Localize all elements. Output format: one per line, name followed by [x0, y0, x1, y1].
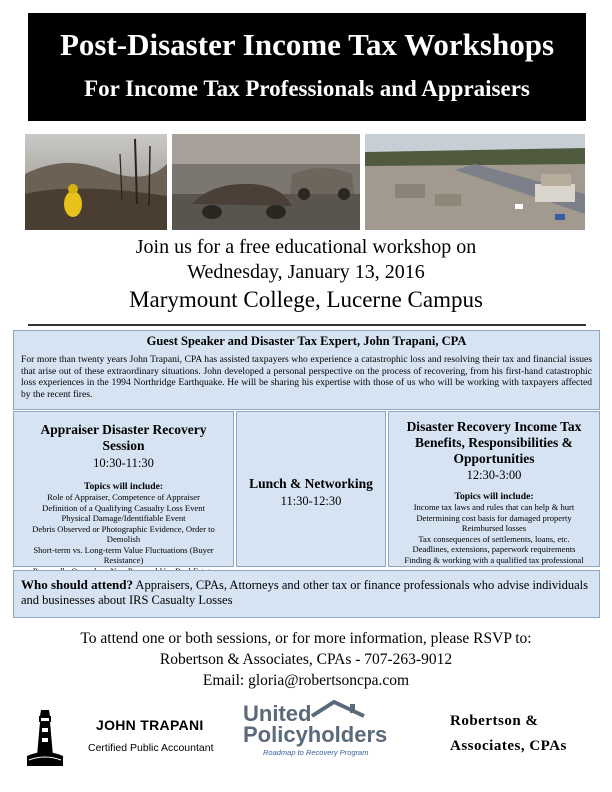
rsvp-instructions: To attend one or both sessions, or for more information, please RSVP to:	[80, 630, 532, 647]
audience-panel	[13, 570, 600, 618]
recovery-session-title	[389, 419, 599, 467]
topic-item: Short-term vs. Long-term Value Fluctuations (Buyer Resistance)	[33, 544, 214, 565]
topic-item: Physical Damage/Identifiable Event	[61, 513, 186, 523]
ra-name-line2: Associates, CPAs	[450, 738, 567, 754]
rsvp-contact-phone: Robertson & Associates, CPAs - 707-263-9012	[159, 651, 453, 668]
destroyed-neighborhood-photo	[365, 134, 585, 230]
topic-item: Role of Appraiser, Competence of Appraiser	[47, 492, 200, 502]
audience-lead: Who should attend?	[21, 577, 133, 592]
lunch-title: Lunch & Networking	[249, 476, 373, 491]
burned-cars-photo	[172, 134, 360, 230]
topic-item: Determining cost basis for damaged property	[416, 512, 572, 523]
divider	[28, 324, 586, 326]
guest-speaker-heading: Guest Speaker and Disaster Tax Expert, John Trapani, CPA	[146, 334, 467, 348]
page-title: Post-Disaster Income Tax Workshops	[59, 27, 555, 62]
rsvp-email[interactable]: Email: gloria@robertsoncpa.com	[202, 672, 410, 689]
ra-name-line1: Robertson &	[450, 713, 539, 729]
guest-speaker-bio: For more than twenty years John Trapani, CPA has assisted taxpayers who experience a catastrophic loss and resolving their tax and financial issues that arise out of these extraordinary situations. John developed a personal perspective on the process of recovering, from his first-hand catastrophic loss experiences in the 1994 Northridge Earthquake. He will be sharing his expertise with those of us who will be working with taxpayers affected by the recent fires.	[21, 354, 592, 400]
recovery-title-line: Benefits, Responsibilities &	[415, 435, 573, 450]
topic-item: Deadlines, extensions, paperwork requirements	[412, 544, 576, 554]
recovery-title-line: Disaster Recovery Income Tax	[406, 419, 582, 434]
recovery-session	[388, 411, 600, 567]
lunch-session	[236, 411, 386, 567]
lunch-time: 11:30-12:30	[280, 494, 342, 508]
up-tagline: Roadmap to Recovery Program	[263, 748, 369, 757]
rsvp-section	[0, 628, 612, 691]
topic-item: Tax consequences of settlements, loans, etc.	[418, 533, 570, 544]
event-date: Wednesday, January 13, 2016	[187, 261, 425, 283]
topic-item: Debris Observed or Photographic Evidence, Order to Demolish	[32, 523, 215, 544]
appraiser-session-time: 10:30-11:30	[93, 456, 154, 470]
appraiser-session-title	[14, 422, 233, 454]
appraiser-title-line: Appraiser Disaster Recovery	[40, 422, 207, 437]
event-venue: Marymount College, Lucerne Campus	[129, 287, 483, 312]
photo-strip	[25, 134, 585, 230]
topic-item: Definition of a Qualifying Casualty Loss Event	[42, 502, 205, 513]
recovery-session-time: 12:30-3:00	[466, 468, 522, 482]
topics-heading: Topics will include:	[83, 481, 164, 492]
audience-description: Appraisers, CPAs, Attorneys and other tax or finance professionals who advise individuals and businesses about IRS Casualty Losses	[21, 578, 589, 607]
jt-title: Certified Public Accountant	[88, 742, 214, 754]
wildfire-firefighter-photo	[25, 134, 167, 230]
up-wordmark-line2: Policyholders	[243, 722, 388, 747]
topic-item: Finding & working with a qualified tax professional	[404, 554, 584, 565]
page-subtitle: For Income Tax Professionals and Appraisers	[84, 76, 530, 101]
topic-item: Income tax laws and rules that can help & hurt	[413, 502, 575, 512]
jt-name: JOHN TRAPANI	[96, 717, 204, 733]
guest-speaker-panel	[13, 330, 600, 410]
topic-item: Reimbursed losses	[461, 523, 527, 533]
sessions-row	[13, 411, 600, 567]
lighthouse-logo-icon	[25, 706, 65, 766]
topics-heading: Topics will include:	[454, 491, 534, 502]
invite-line: Join us for a free educational workshop on	[135, 236, 477, 258]
audience-text	[14, 571, 599, 608]
recovery-title-line: Opportunities	[453, 451, 535, 466]
header-banner	[28, 13, 586, 121]
appraiser-session	[13, 411, 234, 567]
appraiser-title-line: Session	[102, 438, 145, 453]
up-wordmark-line1: United	[243, 701, 312, 726]
